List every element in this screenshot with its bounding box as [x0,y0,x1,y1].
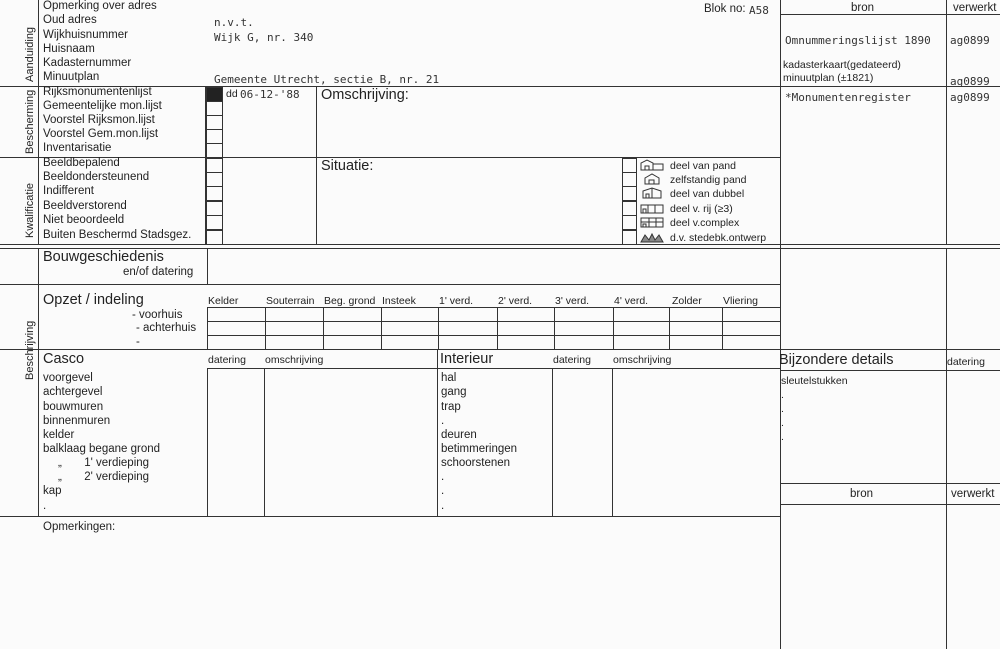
casco-item-binnenmuren: binnenmuren [43,415,111,427]
grid-col-6 [554,307,555,349]
casco-item-dot: . [43,500,47,512]
casco-col-b [264,368,265,516]
source-3-verwerkt: ag0899 [950,91,990,104]
rule-bijz-header [780,370,1000,371]
interieur-col-datering: datering [553,354,591,366]
opzet-row-empty: - [136,336,140,348]
source-2-bron: kadasterkaart(gedateerd) [783,59,901,71]
source-1-bron: Omnummeringslijst 1890 [785,34,931,47]
casco-item-bouwmuren: bouwmuren [43,401,104,413]
interieur-item-dot-4: . [441,500,445,512]
bijzondere-item-dot-3: . [781,417,784,429]
section-label-beschrijving: Beschrijving [24,320,36,380]
situatie-label: Situatie: [321,158,374,174]
bouwgeschiedenis-subtitle: en/of datering [123,266,194,278]
casco-item-1-verdieping: „ 1' verdieping [58,457,150,469]
source-2-bron-line2: minuutplan (±1821) [783,72,874,84]
rule-left-a [38,0,39,244]
kwalificatie-item-buiten-beschermd: Buiten Beschermd Stadsgez. [43,229,192,241]
situatie-zelfstandig-pand: zelfstandig pand [670,174,747,186]
interieur-item-dot-1: . [441,415,445,427]
interieur-col-a [552,368,553,516]
checkbox-deel-van-dubbel[interactable] [622,186,637,201]
grid-rule-2 [207,321,780,322]
bescherming-item-inventarisatie: Inventarisatie [43,142,112,154]
rule-double-a [0,244,1000,245]
situatie-stedebk-ontwerp: d.v. stedebk.ontwerp [670,232,767,244]
opzet-col-3-verd: 3' verd. [555,295,590,307]
bron-header: bron [851,2,875,14]
interieur-title: Interieur [440,351,494,367]
kwalificatie-item-beeldondersteunend: Beeldondersteunend [43,171,150,183]
opzet-row-voorhuis: - voorhuis [132,309,183,321]
bescherming-item-voorstel-rijksmon: Voorstel Rijksmon.lijst [43,114,155,126]
interieur-item-trap: trap [441,401,461,413]
bijzondere-title: Bijzondere details [779,352,894,368]
opzet-col-souterrain: Souterrain [266,295,315,307]
interieur-item-betimmeringen: betimmeringen [441,443,518,455]
casco-item-kap: kap [43,485,62,497]
checkbox-beeldbepalend[interactable] [206,158,223,173]
interieur-col-left [437,349,438,516]
section-label-kwalificatie: Kwalificatie [24,182,36,238]
checkbox-buiten-beschermd[interactable] [206,230,223,245]
rule-bouw-end [0,284,780,285]
interieur-item-schoorstenen: schoorstenen [441,457,511,469]
bijzondere-verwerkt-header: verwerkt [951,488,995,500]
casco-item-achtergevel: achtergevel [43,386,103,398]
checkbox-inventarisatie[interactable] [206,143,223,158]
date-value: 06-12-'88 [240,88,300,101]
deel-van-pand-icon [639,159,665,171]
casco-col-a [207,368,208,516]
situatie-deel-van-pand: deel van pand [670,160,736,172]
rule-bijz-bron-bottom [780,504,1000,505]
source-2-verwerkt: ag0899 [950,75,990,88]
kwalificatie-item-indifferent: Indifferent [43,185,94,197]
kwalificatie-item-beeldverstorend: Beeldverstorend [43,200,127,212]
opmerkingen-label: Opmerkingen: [43,521,116,533]
checkbox-deel-v-complex[interactable] [622,215,637,230]
opzet-title: Opzet / indeling [43,292,144,308]
checkbox-deel-v-rij[interactable] [622,201,637,216]
kwalificatie-item-beeldbepalend: Beeldbepalend [43,157,120,169]
label-minuutplan: Minuutplan [43,71,100,83]
casco-col-datering: datering [208,354,246,366]
bijzondere-item-sleutelstukken: sleutelstukken [781,375,848,387]
interieur-item-gang: gang [441,386,467,398]
casco-title: Casco [43,351,85,367]
bijzondere-item-dot-4: . [781,431,784,443]
situatie-deel-van-dubbel: deel van dubbel [670,188,745,200]
rule-bron-left [780,0,781,649]
bijzondere-bron-header: bron [850,488,874,500]
deel-v-complex-icon [639,216,665,228]
opzet-col-1-verd: 1' verd. [439,295,474,307]
checkbox-gemeentelijke[interactable] [206,101,223,116]
kwalificatie-item-niet-beoordeeld: Niet beoordeeld [43,214,125,226]
zelfstandig-pand-icon [639,173,665,185]
opzet-col-zolder: Zolder [672,295,702,307]
section-label-bescherming: Bescherming [24,89,36,154]
opzet-col-kelder: Kelder [208,295,239,307]
situatie-deel-v-complex: deel v.complex [670,217,740,229]
rule-verwerkt-left [946,0,947,244]
grid-rule-3 [207,335,780,336]
interieur-item-hal: hal [441,372,457,384]
grid-col-0 [207,307,208,349]
rule-casco-header [207,368,780,369]
rule-omschrijving-left [316,86,317,244]
grid-col-4 [438,307,439,349]
grid-col-8 [669,307,670,349]
checkbox-stedebk-ontwerp[interactable] [622,230,637,245]
bijzondere-item-dot-1: . [781,389,784,401]
grid-col-9 [722,307,723,349]
checkbox-zelfstandig-pand[interactable] [622,172,637,187]
source-3-bron: *Monumentenregister [785,91,911,104]
verwerkt-header: verwerkt [953,2,997,14]
casco-item-voorgevel: voorgevel [43,372,93,384]
checkbox-niet-beoordeeld[interactable] [206,215,223,230]
bijzondere-item-dot-2: . [781,403,784,415]
casco-item-balklaag: balklaag begane grond [43,443,161,455]
section-label-aanduiding: Aanduiding [24,26,36,82]
checkbox-voorstel-gemmon[interactable] [206,129,223,144]
grid-rule-1 [207,307,780,308]
opzet-col-beg-grond: Beg. grond [324,295,376,307]
bijzondere-col-datering: datering [947,356,985,368]
grid-col-2 [323,307,324,349]
rule-left-b [38,248,39,516]
interieur-item-dot-2: . [441,471,445,483]
rule-opzet-end [0,349,1000,350]
casco-col-omschrijving: omschrijving [265,354,324,366]
checkbox-indifferent[interactable] [206,186,223,201]
value-minuutplan: Gemeente Utrecht, sectie B, nr. 21 [214,73,440,86]
deel-v-rij-icon [639,202,665,214]
label-huisnaam: Huisnaam [43,43,95,55]
rule-verwerkt-left-b [946,248,947,349]
situatie-deel-v-rij: deel v. rij (≥3) [670,203,733,215]
rule-opmerkingen [0,516,780,517]
opzet-row-achterhuis: - achterhuis [136,322,197,334]
bouwgeschiedenis-title: Bouwgeschiedenis [43,249,164,265]
bescherming-item-voorstel-gemmon: Voorstel Gem.mon.lijst [43,128,159,140]
casco-item-kelder: kelder [43,429,75,441]
date-prefix: dd [226,88,238,100]
source-1-verwerkt: ag0899 [950,34,990,47]
omschrijving-label: Omschrijving: [321,87,409,103]
value-oud-adres: n.v.t. [214,16,254,29]
rule-verwerkt-left-c [946,349,947,649]
interieur-item-deuren: deuren [441,429,477,441]
checkbox-beeldverstorend[interactable] [206,201,223,216]
checkbox-deel-van-pand[interactable] [622,158,637,173]
stedebk-ontwerp-icon [639,231,665,243]
blok-value: A58 [749,4,769,17]
grid-col-7 [613,307,614,349]
casco-item-2-verdieping: „ 2' verdieping [58,471,150,483]
deel-van-dubbel-icon [639,187,665,199]
grid-col-3 [381,307,382,349]
interieur-item-dot-3: . [441,485,445,497]
label-oud-adres: Oud adres [43,14,97,26]
grid-col-5 [497,307,498,349]
interieur-col-omschrijving: omschrijving [613,354,672,366]
checkbox-rijksmonumentenlijst[interactable] [206,87,223,102]
opzet-col-vliering: Vliering [723,295,759,307]
label-opmerking-adres: Opmerking over adres [43,0,157,12]
grid-col-1 [265,307,266,349]
bescherming-item-rijksmonumentenlijst: Rijksmonumentenlijst [43,86,152,98]
opzet-col-2-verd: 2' verd. [498,295,533,307]
opzet-col-4-verd: 4' verd. [614,295,649,307]
value-wijkhuisnummer: Wijk G, nr. 340 [214,31,314,44]
blok-label: Blok no: [704,3,746,15]
label-wijkhuisnummer: Wijkhuisnummer [43,29,128,41]
opzet-col-insteek: Insteek [382,295,416,307]
bescherming-item-gemeentelijke: Gemeentelijke mon.lijst [43,100,162,112]
label-kadasternummer: Kadasternummer [43,57,132,69]
rule-bijz-bron-top [780,483,1000,484]
checkbox-voorstel-rijksmon[interactable] [206,115,223,130]
interieur-col-b [612,368,613,516]
checkbox-beeldondersteunend[interactable] [206,172,223,187]
rule-bouw-col [207,248,208,284]
